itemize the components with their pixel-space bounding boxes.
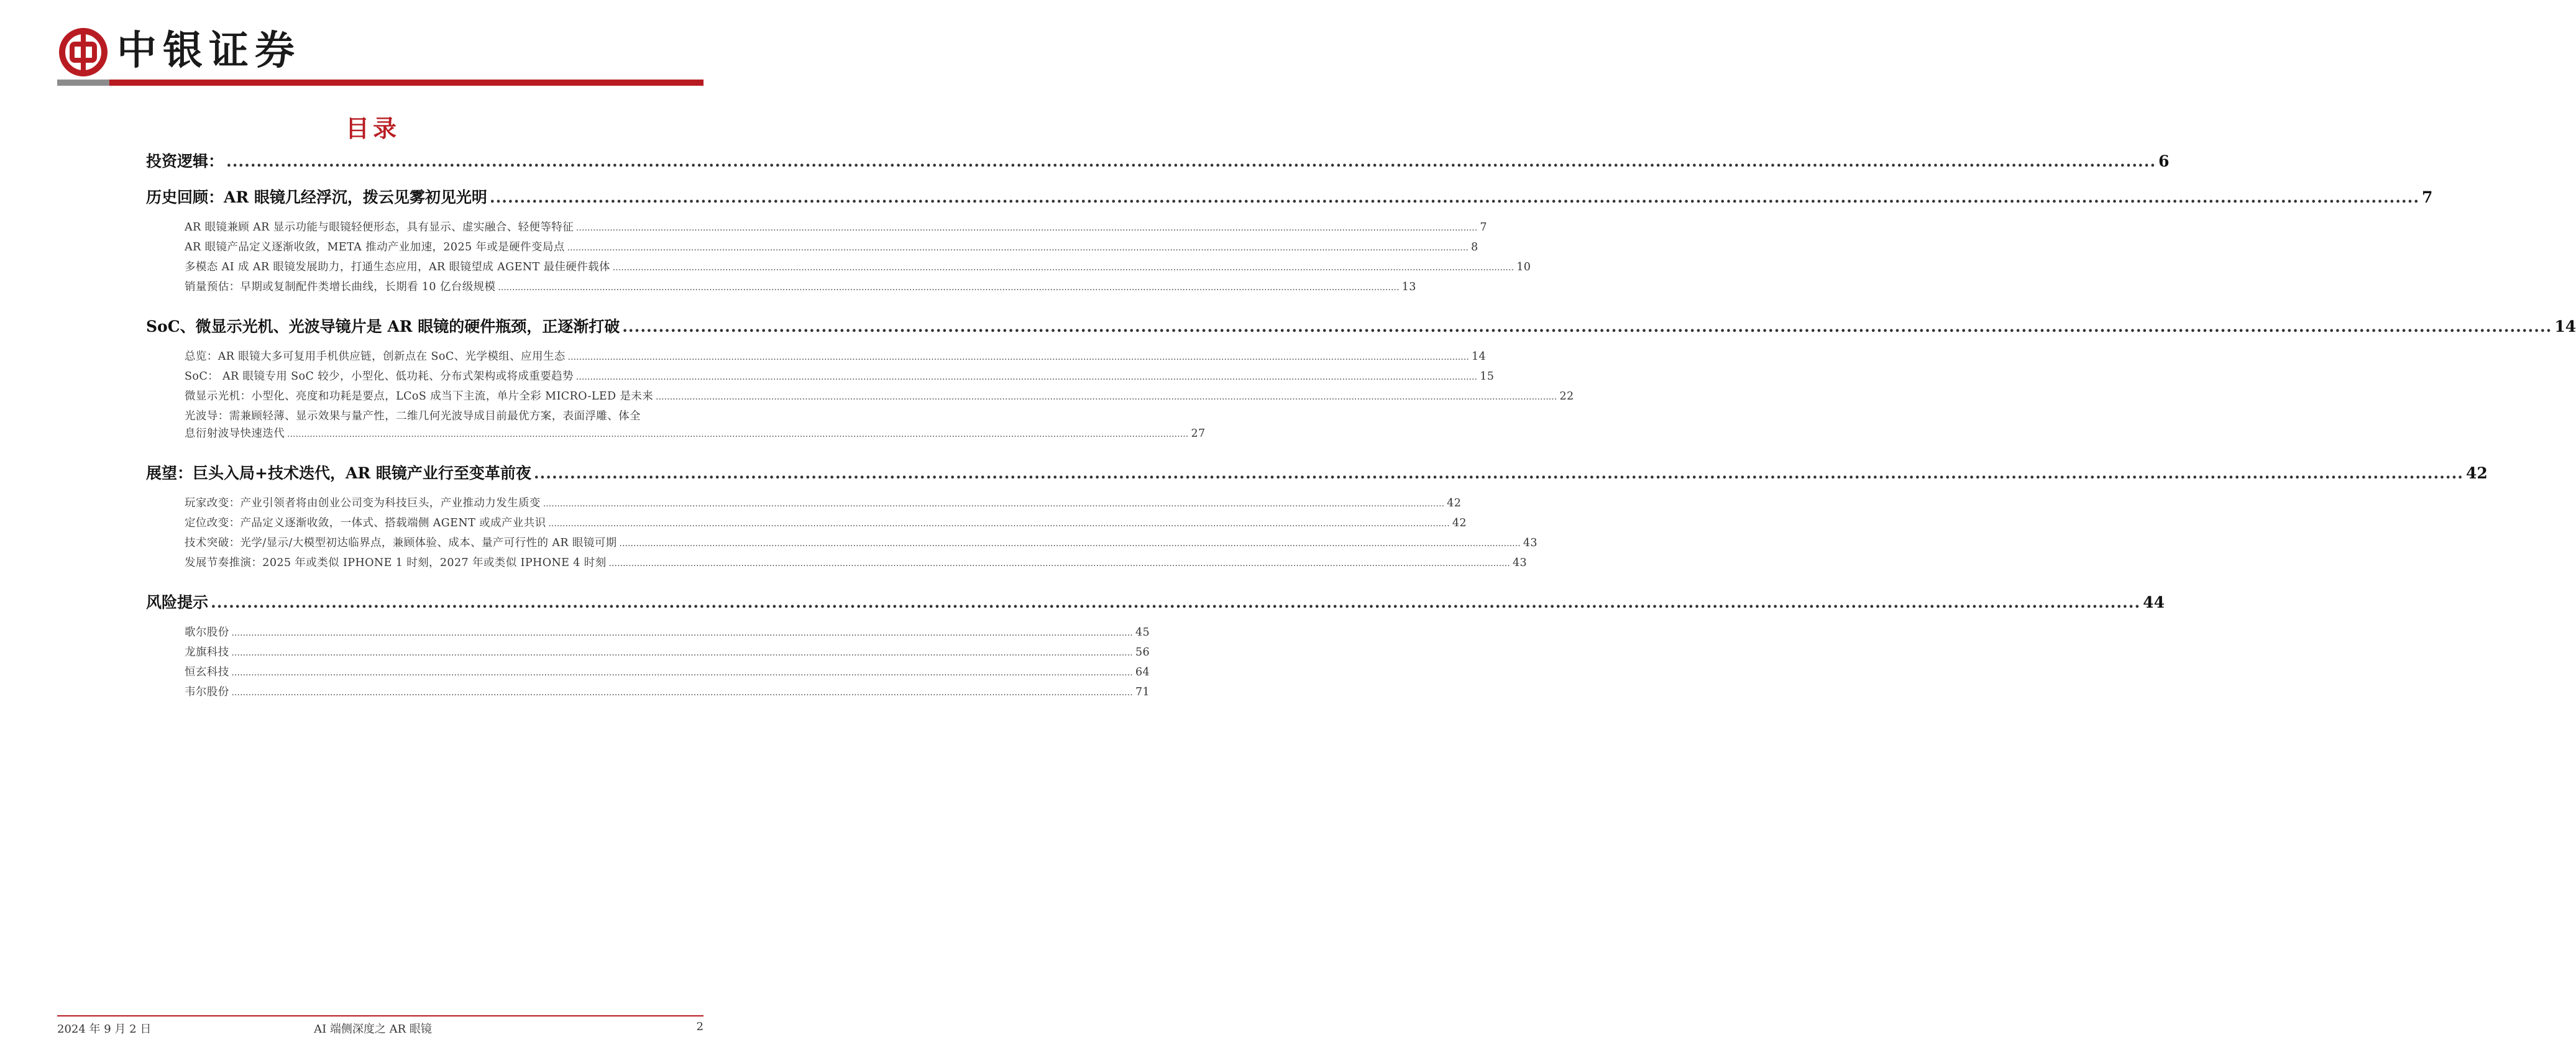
toc-item-label: AR 眼镜兼顾 AR 显示功能与眼镜轻便形态，具有显示、虚实融合、轻便等特征 (185, 221, 574, 234)
toc-page-number: 44 (2143, 593, 2165, 611)
toc-page-number: 10 (1516, 261, 1531, 273)
dot-leader (622, 317, 2552, 336)
dot-leader (232, 629, 1133, 638)
bank-of-china-logo-icon (58, 27, 108, 77)
toc-item[interactable] (185, 554, 1528, 570)
header-bar-gray (57, 80, 109, 86)
dot-leader (543, 500, 1444, 509)
toc-item-label: 销量预估：早期或复制配件类增长曲线，长期看 10 亿台级规模 (185, 281, 496, 293)
toc-item[interactable] (185, 368, 1495, 383)
toc-item-label: AR 眼镜产品定义逐渐收敛，META 推动产业加速，2025 年或是硬件变局点 (185, 241, 565, 253)
toc-page-number: 8 (1471, 241, 1478, 253)
footer-date: 2024 年 9 月 2 日 (57, 1023, 152, 1036)
brand-name: 中银证券 (117, 27, 301, 74)
toc-item-label: 多模态 AI 成 AR 眼镜发展助力，打通生态应用，AR 眼镜望成 AGENT 最佳硬件载体 (185, 261, 610, 273)
toc-page-number: 22 (1559, 390, 1574, 403)
toc-item-label: 微显示光机：小型化、亮度和功耗是要点，LCoS 成当下主流，单片全彩 MICRO-LED 是未来 (185, 390, 654, 403)
toc-page-number: 13 (1401, 281, 1416, 293)
footer-divider (57, 1015, 704, 1016)
toc-section[interactable] (146, 149, 2170, 171)
dot-leader (609, 559, 1510, 569)
toc-page-number: 42 (2465, 464, 2488, 482)
toc-page-number: 43 (1512, 557, 1528, 569)
dot-leader (287, 430, 1188, 439)
toc-page-number: 56 (1135, 646, 1150, 659)
dot-leader (613, 263, 1514, 273)
toc-section[interactable] (146, 461, 2488, 483)
toc-item-label: 息衍射波导快速迭代 (185, 427, 285, 440)
dot-leader (534, 464, 2464, 482)
dot-leader (567, 244, 1469, 253)
dot-leader (232, 669, 1133, 678)
footer-page-number: 2 (696, 1020, 704, 1033)
toc-item-label: 发展节奏推演：2025 年或类似 IPHONE 1 时刻，2027 年或类似 IPHONE 4 时刻 (185, 557, 607, 569)
toc-item[interactable] (185, 644, 1150, 659)
toc-section-label: 风险提示 (146, 593, 209, 611)
toc-page-number: 7 (1480, 221, 1487, 234)
toc-section-label: 展望：巨头入局+技术迭代，AR 眼镜产业行至变革前夜 (146, 464, 531, 482)
toc-section[interactable] (146, 185, 2433, 208)
toc-section-label: SoC、微显示光机、光波导镜片是 AR 眼镜的硬件瓶颈，正逐渐打破 (146, 317, 620, 336)
toc-item-label: 玩家改变：产业引领者将由创业公司变为科技巨头，产业推动力发生质变 (185, 497, 541, 509)
dot-leader (656, 393, 1557, 402)
toc-title: 目录 (345, 114, 400, 142)
dot-leader (568, 353, 1469, 362)
toc-section[interactable] (146, 314, 2576, 337)
dot-leader (226, 152, 2156, 170)
dot-leader (620, 539, 1521, 549)
toc-item[interactable] (185, 514, 1467, 530)
toc-section-label: 历史回顾：AR 眼镜几经浮沉，拨云见雾初见光明 (146, 188, 487, 206)
toc-page-number: 6 (2158, 152, 2170, 170)
dot-leader (211, 593, 2140, 611)
toc-page-number: 64 (1135, 666, 1150, 678)
toc-item[interactable] (185, 219, 1487, 234)
toc-item[interactable] (185, 258, 1531, 274)
toc-page-number: 7 (2422, 188, 2433, 206)
toc-page-number: 71 (1135, 686, 1150, 698)
toc-item[interactable] (185, 388, 1574, 403)
dot-leader (490, 188, 2419, 206)
toc-item[interactable] (185, 495, 1462, 510)
toc-section-label: 投资逻辑： (146, 152, 224, 170)
toc-item[interactable] (185, 239, 1478, 254)
toc-item-label-line1[interactable]: 光波导：需兼顾轻薄、显示效果与量产性，二维几何光波导成目前最优方案，表面浮雕、体全 (185, 410, 641, 422)
dot-leader (549, 519, 1450, 529)
toc-item-label: 总览：AR 眼镜大多可复用手机供应链，创新点在 SoC、光学模组、应用生态 (185, 350, 566, 363)
toc-item[interactable] (185, 425, 1206, 441)
toc-page-number: 42 (1447, 497, 1462, 509)
toc-item-label: 技术突破：光学/显示/大模型初达临界点，兼顾体验、成本、量产可行性的 AR 眼镜可期 (185, 537, 617, 549)
toc-page-number: 42 (1452, 517, 1467, 529)
toc-page-number: 27 (1191, 427, 1206, 440)
header-bar-red (109, 80, 704, 86)
dot-leader (498, 283, 1399, 293)
toc-item-label: 韦尔股份 (185, 686, 229, 698)
toc-page-number: 43 (1523, 537, 1538, 549)
toc-item-label: 定位改变：产品定义逐渐收敛，一体式、搭载端侧 AGENT 或成产业共识 (185, 517, 546, 529)
toc-page-number: 14 (2554, 317, 2576, 336)
toc-item-label: 龙旗科技 (185, 646, 229, 659)
dot-leader (576, 224, 1477, 233)
dot-leader (232, 688, 1133, 698)
toc-item[interactable] (185, 664, 1150, 679)
toc-item[interactable] (185, 348, 1487, 363)
toc-item[interactable] (185, 624, 1150, 639)
toc-item[interactable] (185, 278, 1416, 294)
toc-page-number: 15 (1480, 370, 1495, 383)
toc-item-label: 恒玄科技 (185, 666, 229, 678)
toc-section[interactable] (146, 590, 2165, 613)
toc-page-number: 14 (1472, 350, 1487, 363)
dot-leader (576, 373, 1477, 382)
toc-item-label: SoC： AR 眼镜专用 SoC 较少，小型化、低功耗、分布式架构或将成重要趋势 (185, 370, 574, 383)
dot-leader (232, 649, 1133, 658)
footer-report-title: AI 端侧深度之 AR 眼镜 (314, 1023, 432, 1036)
page-header (0, 0, 746, 87)
toc-page-number: 45 (1135, 626, 1150, 639)
toc-item-label: 歌尔股份 (185, 626, 229, 639)
toc-item[interactable] (185, 534, 1538, 550)
toc-item[interactable] (185, 683, 1150, 699)
